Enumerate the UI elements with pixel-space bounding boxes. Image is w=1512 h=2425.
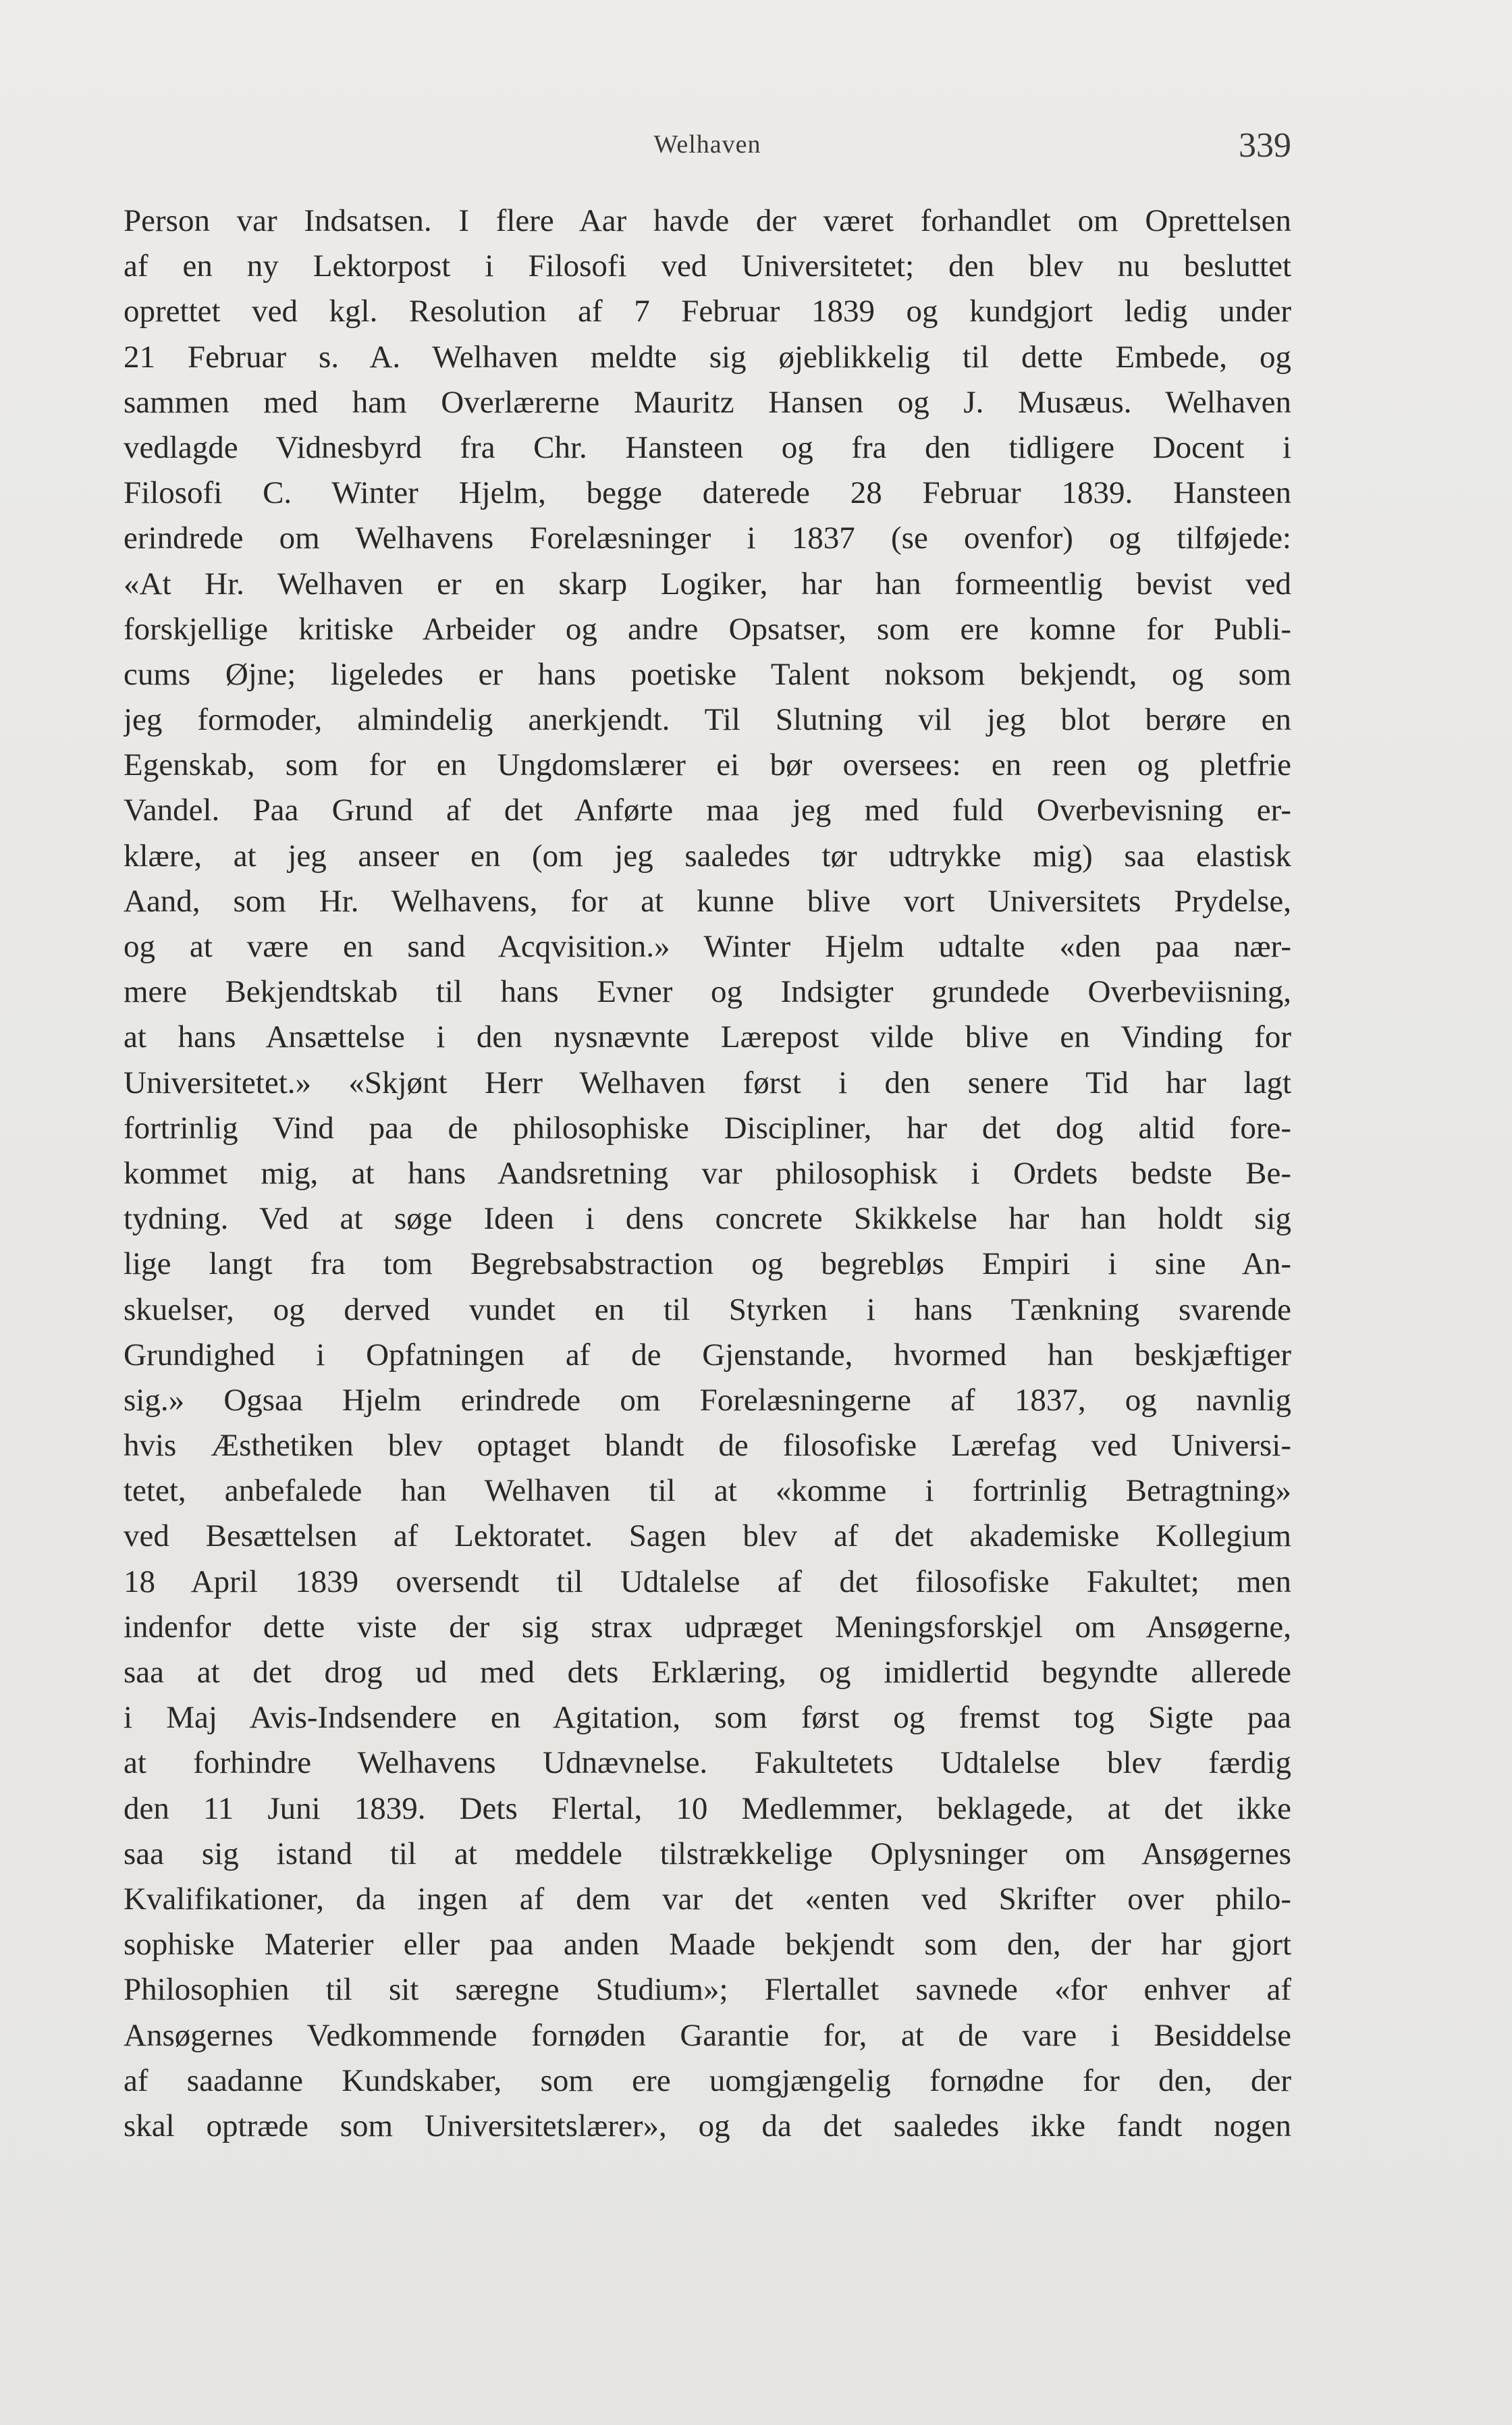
- text-line: skuelser, og derved vundet en til Styrken i hans Tænkning svarende: [124, 1291, 1291, 1327]
- text-line: hvis Æsthetiken blev optaget blandt de filosofiske Lærefag ved Universi-: [124, 1428, 1291, 1464]
- text-line: sig.» Ogsaa Hjelm erindrede om Forelæsningerne af 1837, og navnlig: [124, 1382, 1291, 1418]
- text-line: skal optræde som Universitetslærer», og da det saaledes ikke fandt nogen: [124, 2108, 1291, 2143]
- text-line: den 11 Juni 1839. Dets Flertal, 10 Medlemmer, beklagede, at det ikke: [124, 1790, 1291, 1826]
- text-line: i Maj Avis-Indsendere en Agitation, som først og fremst tog Sigte paa: [124, 1700, 1291, 1736]
- text-line: Egenskab, som for en Ungdomslærer ei bør oversees: en reen og pletfrie: [124, 747, 1291, 783]
- text-line: erindrede om Welhavens Forelæsninger i 1837 (se ovenfor) og tilføjede:: [124, 521, 1291, 556]
- text-line: mere Bekjendtskab til hans Evner og Indsigter grundede Overbeviisning,: [124, 974, 1291, 1010]
- text-line: Ansøgernes Vedkommende fornøden Garantie for, at de vare i Besiddelse: [124, 2017, 1291, 2053]
- text-line: Universitetet.» «Skjønt Herr Welhaven først i den senere Tid har lagt: [124, 1065, 1291, 1100]
- text-line: indenfor dette viste der sig strax udpræget Meningsforskjel om Ansøgerne,: [124, 1609, 1291, 1645]
- text-line: saa sig istand til at meddele tilstrækkelige Oplysninger om Ansøgernes: [124, 1836, 1291, 1871]
- running-head: Welhaven: [653, 130, 761, 159]
- text-line: vedlagde Vidnesbyrd fra Chr. Hansteen og fra den tidligere Docent i: [124, 429, 1291, 465]
- text-line: af saadanne Kundskaber, som ere uomgjængelig fornødne for den, der: [124, 2062, 1291, 2098]
- text-line: Person var Indsatsen. I flere Aar havde der været forhandlet om Oprettelsen: [124, 203, 1291, 238]
- text-line: Kvalifikationer, da ingen af dem var det «enten ved Skrifter over philo-: [124, 1881, 1291, 1917]
- text-line: sammen med ham Overlærerne Mauritz Hansen og J. Musæus. Welhaven: [124, 384, 1291, 420]
- text-line: sophiske Materier eller paa anden Maade bekjendt som den, der har gjort: [124, 1927, 1291, 1963]
- text-line: saa at det drog ud med dets Erklæring, og imidlertid begyndte allerede: [124, 1655, 1291, 1690]
- text-line: lige langt fra tom Begrebsabstraction og begrebløs Empiri i sine An-: [124, 1246, 1291, 1282]
- text-line: forskjellige kritiske Arbeider og andre Opsatser, som ere komne for Publi-: [124, 611, 1291, 647]
- text-line: 18 April 1839 oversendt til Udtalelse af det filosofiske Fakultet; men: [124, 1564, 1291, 1599]
- text-line: cums Øjne; ligeledes er hans poetiske Talent noksom bekjendt, og som: [124, 656, 1291, 692]
- text-line: ved Besættelsen af Lektoratet. Sagen blev af det akademiske Kollegium: [124, 1518, 1291, 1554]
- page-header: [124, 126, 1291, 184]
- text-line: at hans Ansættelse i den nysnævnte Lærepost vilde blive en Vinding for: [124, 1019, 1291, 1055]
- text-line: Philosophien til sit særegne Studium»; Flertallet savnede «for enhver af: [124, 1972, 1291, 2008]
- text-line: Grundighed i Opfatningen af de Gjenstande, hvormed han beskjæftiger: [124, 1337, 1291, 1373]
- text-line: Aand, som Hr. Welhavens, for at kunne blive vort Universitets Prydelse,: [124, 883, 1291, 919]
- text-line: 21 Februar s. A. Welhaven meldte sig øjeblikkelig til dette Embede, og: [124, 339, 1291, 375]
- text-line: oprettet ved kgl. Resolution af 7 Februar 1839 og kundgjort ledig under: [124, 294, 1291, 329]
- text-line: og at være en sand Acqvisition.» Winter Hjelm udtalte «den paa nær-: [124, 929, 1291, 964]
- text-line: tetet, anbefalede han Welhaven til at «komme i fortrinlig Betragtning»: [124, 1473, 1291, 1509]
- text-line: fortrinlig Vind paa de philosophiske Discipliner, har det dog altid fore-: [124, 1110, 1291, 1146]
- text-line: Filosofi C. Winter Hjelm, begge daterede 28 Februar 1839. Hansteen: [124, 475, 1291, 511]
- text-line: Vandel. Paa Grund af det Anførte maa jeg med fuld Overbevisning er-: [124, 793, 1291, 828]
- text-line: af en ny Lektorpost i Filosofi ved Universitetet; den blev nu besluttet: [124, 248, 1291, 284]
- body-text: [124, 198, 1291, 2149]
- text-line: jeg formoder, almindelig anerkjendt. Til Slutning vil jeg blot berøre en: [124, 702, 1291, 738]
- page-number: 339: [1239, 126, 1291, 165]
- text-line: klære, at jeg anseer en (om jeg saaledes tør udtrykke mig) saa elastisk: [124, 838, 1291, 874]
- text-line: kommet mig, at hans Aandsretning var philosophisk i Ordets bedste Be-: [124, 1155, 1291, 1191]
- text-line: at forhindre Welhavens Udnævnelse. Fakultetets Udtalelse blev færdig: [124, 1745, 1291, 1781]
- text-line: tydning. Ved at søge Ideen i dens concrete Skikkelse har han holdt sig: [124, 1201, 1291, 1237]
- text-line: «At Hr. Welhaven er en skarp Logiker, har han formeentlig bevist ved: [124, 566, 1291, 602]
